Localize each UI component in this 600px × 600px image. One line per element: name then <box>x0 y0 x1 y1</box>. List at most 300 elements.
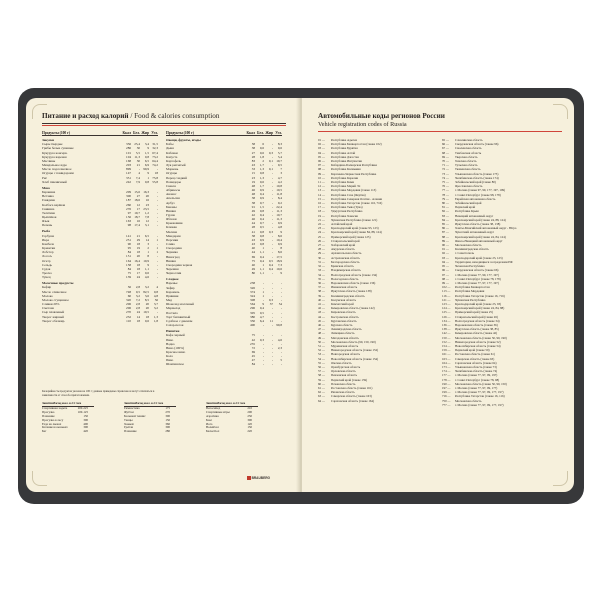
food-value: 4,6 <box>277 337 282 342</box>
section-heading: Овощи, фрукты, ягоды <box>166 138 201 143</box>
region-code: 08 — <box>318 167 325 172</box>
food-value: 305 <box>250 310 255 315</box>
food-value: - <box>271 306 273 311</box>
food-value: 0,8 <box>259 208 264 213</box>
food-value: - <box>271 310 273 315</box>
food-value: 10,4 <box>276 237 282 242</box>
food-value: - <box>262 298 264 303</box>
food-value: 10,7 <box>276 212 282 217</box>
region-code: 75 — <box>442 180 449 185</box>
food-name: Арбуз <box>166 200 175 205</box>
food-value: 43 <box>251 237 255 242</box>
food-name: Творог обезжир. <box>42 318 66 323</box>
food-value: 2,8 <box>135 306 140 311</box>
food-value: 356 <box>126 142 131 147</box>
food-value: 11 <box>269 318 273 323</box>
food-value: 45 <box>251 354 255 359</box>
food-value: - <box>280 306 282 311</box>
region-code: 12 — <box>318 184 325 189</box>
food-value: 5,4 <box>277 154 282 159</box>
food-name: Кукуруза консерв. <box>42 150 68 155</box>
region-name: Кабардино-Балкарская Республика <box>331 163 377 168</box>
food-value: - <box>280 285 282 290</box>
food-value: 3 <box>280 171 282 176</box>
food-value: - <box>271 192 273 197</box>
column-header <box>166 131 282 136</box>
food-value: 1,3 <box>153 314 158 319</box>
food-name: Сдобное с джемом <box>166 318 193 323</box>
food-value: 14 <box>145 237 149 242</box>
food-name: Свинина <box>42 206 55 211</box>
food-value: - <box>271 154 273 159</box>
region-name: г. Санкт-Петербург (также 78, 98) <box>455 377 500 382</box>
food-value: 324 <box>250 293 255 298</box>
region-name: г. Санкт-Петербург (также 78, 178) <box>455 276 501 281</box>
food-name: Икра <box>42 237 50 242</box>
region-name: Владимирская область <box>331 268 361 273</box>
food-value: 82,5 <box>143 289 149 294</box>
food-value: 16,4 <box>134 258 140 263</box>
region-code: 71 — <box>442 163 449 168</box>
food-value: 164 <box>126 258 131 263</box>
region-code: 59 — <box>318 377 325 382</box>
food-value: 209 <box>126 190 131 195</box>
food-value: 3,2 <box>153 306 158 311</box>
region-name: Орловская область <box>331 369 356 374</box>
activity-value: 300 <box>165 425 170 430</box>
food-value: - <box>271 188 273 193</box>
column-header-cell: Жир <box>265 131 273 135</box>
food-value: 1 <box>262 289 264 294</box>
food-value: 80 <box>251 271 255 276</box>
food-value: 95 <box>127 246 131 251</box>
food-value: - <box>271 179 273 184</box>
food-row <box>166 323 282 327</box>
food-name: Вишня <box>166 208 176 213</box>
region-name: Новгородская область <box>331 352 361 357</box>
region-code: 14 — <box>318 192 325 197</box>
food-value: 3,2 <box>144 285 149 290</box>
food-name: Кукуруза вареная <box>42 154 67 159</box>
region-name: г. Москва (также 77, 97, 99, 177, 197) <box>455 390 504 395</box>
food-name: Горбуша <box>42 233 55 238</box>
region-name: Иркутская область (также 38, 138) <box>455 222 501 227</box>
region-name: Республика Коми <box>331 180 354 185</box>
food-value: 235 <box>250 341 255 346</box>
region-name: Тверская область <box>455 154 478 159</box>
region-code: 30 — <box>318 255 325 260</box>
food-name: Водка <box>166 341 175 346</box>
food-value: 0,6 <box>259 179 264 184</box>
food-value: - <box>262 349 264 354</box>
activity-name: Йога <box>206 422 213 426</box>
region-name: Республика Татарстан (также 16, 116) <box>455 394 505 399</box>
food-value: 232 <box>126 314 131 319</box>
region-code: 49 — <box>318 335 325 340</box>
food-value: 0,6 <box>259 150 264 155</box>
food-value: 14 <box>136 314 140 319</box>
food-value: 374 <box>250 289 255 294</box>
region-code: 42 — <box>318 306 325 311</box>
region-name: г. Москва (также 77, 97, 177, 197) <box>455 280 499 285</box>
food-value: 17 <box>136 271 140 275</box>
food-value: 28 <box>251 154 255 159</box>
right-page <box>302 98 574 492</box>
region-name: Красноярский край (также 24, 84, 88) <box>455 306 505 311</box>
region-name: Республика Ингушетия <box>331 159 362 164</box>
food-value: 1 <box>262 262 264 267</box>
food-value: 1,3 <box>259 167 264 172</box>
food-value: 18 <box>145 314 149 319</box>
activity-header-cell: Расход ккал. за 1/2 часа <box>53 402 82 405</box>
region-code: 161 — <box>442 352 451 357</box>
activity-name: Спортивные игры <box>206 410 230 414</box>
food-value: 1 <box>156 237 158 242</box>
food-value: - <box>156 202 158 207</box>
food-value: 22,4 <box>276 204 282 209</box>
food-value: 7 <box>280 167 282 172</box>
food-name: Яблоки <box>166 217 177 222</box>
region-code: 43 — <box>318 310 325 315</box>
region-column-2 <box>442 138 545 407</box>
food-name: Рис <box>42 175 48 180</box>
region-code: 88 — <box>442 234 449 239</box>
food-value: - <box>138 167 140 172</box>
food-value: 110 <box>126 318 131 323</box>
food-value: 1,5 <box>144 150 149 155</box>
region-name: Территории, находящиеся за пределами РФ <box>455 259 513 264</box>
food-value: 2,8 <box>135 285 140 290</box>
food-value: 899 <box>126 167 131 172</box>
food-name: Свекла <box>166 183 176 188</box>
food-name: Масло подсолнечное <box>42 167 72 172</box>
food-value: - <box>271 333 273 338</box>
food-value: 38 <box>251 233 255 238</box>
food-value: 10,5 <box>276 188 282 193</box>
food-value: - <box>156 198 158 203</box>
region-code: 33 — <box>318 268 325 273</box>
region-name: г. Севастополь <box>455 251 475 256</box>
food-value: 27 <box>251 150 255 155</box>
region-name: Самарская область (также 163) <box>331 394 372 399</box>
food-value: 55,8 <box>152 179 158 184</box>
food-value: - <box>262 333 264 338</box>
brand-logo: BRAUBERG <box>247 476 270 480</box>
region-code: 61 — <box>318 385 325 390</box>
food-value: 23 <box>251 175 255 180</box>
food-value: 69 <box>251 349 255 354</box>
region-code: 102 — <box>442 285 451 290</box>
food-value: 99,8 <box>276 323 282 328</box>
activity-name: Гребля <box>124 426 133 430</box>
activity-value: 300 <box>247 417 252 422</box>
food-value: 41 <box>251 229 255 234</box>
region-name: г. Москва (также 77, 97, 99, 177) <box>455 385 498 390</box>
region-name: Чувашская Республика <box>455 297 486 302</box>
accent-rule <box>318 131 562 132</box>
food-value: - <box>280 289 282 294</box>
food-name: Ветчина <box>42 194 54 199</box>
region-code: 93 — <box>442 255 449 260</box>
region-code: 13 — <box>318 188 325 193</box>
section-heading: Закуски <box>42 138 55 143</box>
food-value: 30 <box>136 158 140 163</box>
food-value: 28 <box>251 225 255 230</box>
food-value: - <box>271 293 273 298</box>
region-name: Астраханская область <box>331 255 360 260</box>
food-name: Помидоры <box>166 179 182 184</box>
region-code: 113 — <box>442 289 451 294</box>
region-code: 134 — <box>442 318 451 323</box>
region-name: Республика Мордовия <box>455 289 485 294</box>
food-value: 9 <box>280 271 282 276</box>
activity-name: Баскетбол <box>206 430 220 434</box>
region-name: Республика Бурятия <box>331 146 358 151</box>
food-value: 23 <box>145 202 149 207</box>
food-name: Лук репчатый <box>166 163 186 168</box>
food-value: 67,4 <box>152 150 158 155</box>
food-value: - <box>280 310 282 315</box>
food-value: 4,8 <box>153 293 158 298</box>
food-name: Крыжовник <box>166 221 183 226</box>
food-value: 21 <box>136 163 140 168</box>
food-name: Картофель <box>166 158 182 163</box>
region-name: Республика Северная Осетия - Алания <box>331 196 382 201</box>
food-value: - <box>271 171 273 176</box>
food-value: 3,6 <box>144 293 149 298</box>
activity-value: 100-125 <box>77 409 88 414</box>
region-name: Красноярский край (также 24, 84, 124) <box>455 234 506 239</box>
food-value: 84 <box>127 266 131 271</box>
food-value: - <box>280 349 282 354</box>
food-value: 0,6 <box>144 318 149 323</box>
food-value: 242 <box>126 179 131 184</box>
food-name: Клюква <box>166 225 177 230</box>
food-value: 18,6 <box>134 198 140 203</box>
food-name: Черешня <box>166 267 179 271</box>
food-value: 286 <box>126 146 131 151</box>
activity-name: Танцы <box>124 418 133 422</box>
food-value: 10,8 <box>276 183 282 188</box>
food-value: 251 <box>126 237 131 242</box>
food-value: 19,7 <box>276 158 282 163</box>
food-value: 163 <box>126 219 131 224</box>
food-name: Перец сладкий <box>166 175 187 180</box>
food-value: 48 <box>251 183 255 188</box>
region-code: 197 — <box>442 385 451 390</box>
activity-value: 360 <box>165 421 170 426</box>
food-value: - <box>271 237 273 242</box>
food-value: 20 <box>145 306 149 311</box>
food-value: 27 <box>136 194 140 199</box>
food-value: 91 <box>251 204 255 209</box>
food-value: 7,2 <box>135 297 140 302</box>
region-code: 17 — <box>318 205 325 210</box>
region-code: 36 — <box>318 280 325 285</box>
activity-value: 210 <box>247 405 252 410</box>
activity-value: 220 <box>247 429 252 434</box>
food-value: - <box>271 289 273 294</box>
region-name: Еврейская автономная область <box>455 196 496 201</box>
food-value: 300 <box>126 194 131 199</box>
food-value: 31,5 <box>152 142 158 147</box>
corner-ornament <box>553 104 568 119</box>
food-value: - <box>271 250 273 255</box>
food-value: - <box>271 337 273 342</box>
food-value: 1,1 <box>259 250 264 255</box>
food-value: 83 <box>251 158 255 163</box>
food-value: - <box>271 233 273 238</box>
food-value: 15,6 <box>134 190 140 195</box>
food-value: 38 <box>251 146 255 151</box>
food-value: - <box>262 358 264 363</box>
food-value: 69 <box>251 254 255 259</box>
region-name: Воронежская область (также 136) <box>331 280 376 285</box>
region-name: Нижегородская область (также 152) <box>331 348 379 353</box>
food-value: 0,9 <box>259 237 264 242</box>
food-name: Пиво <box>166 358 174 363</box>
food-value: 42 <box>251 337 255 342</box>
food-name: Цыплёнок <box>42 214 57 219</box>
food-row <box>166 362 282 366</box>
food-value: 0,4 <box>259 254 264 259</box>
food-value: 18 <box>136 250 140 255</box>
food-value: - <box>280 281 282 286</box>
region-code: 22 — <box>318 222 325 227</box>
region-name: Карачаево-Черкесская Республика <box>331 171 377 176</box>
food-value: 33 <box>251 167 255 172</box>
food-value: 19,7 <box>134 210 140 215</box>
food-name: Судак <box>42 266 51 271</box>
food-value: 380 <box>250 314 255 319</box>
food-name: Колбаса варёная <box>42 202 66 207</box>
food-value: - <box>280 314 282 319</box>
food-value: - <box>271 285 273 290</box>
food-value: 151 <box>126 254 131 259</box>
food-name: Пиво <box>166 337 174 342</box>
region-name: Республика Дагестан <box>331 154 359 159</box>
region-code: 150 — <box>442 335 451 340</box>
food-value: 19 <box>136 246 140 251</box>
column-header-cell: Бел. <box>133 131 140 135</box>
food-value: 0,4 <box>259 217 264 222</box>
region-code: 99 — <box>442 280 449 285</box>
food-name: Сметана <box>42 306 54 311</box>
food-value: 0,6 <box>259 146 264 151</box>
food-value: 3,1 <box>144 223 149 228</box>
food-value: 9 <box>280 229 282 234</box>
region-code: 31 — <box>318 259 325 264</box>
food-value: 9,9 <box>277 221 282 226</box>
page-title: Питание и расход калорий / Food & calories consumption <box>42 112 220 120</box>
food-value: - <box>262 345 264 350</box>
food-name: Пряники <box>166 293 179 298</box>
food-value: - <box>280 354 282 359</box>
food-value: 0,5 <box>259 225 264 230</box>
food-value: 73,2 <box>152 154 158 159</box>
food-value: 43 <box>251 163 255 168</box>
column-header-cell: Бел. <box>257 131 264 135</box>
food-name: Огурцы с помидорами <box>42 171 74 176</box>
activity-value: 250 <box>247 413 252 418</box>
activity-value: 300 <box>83 417 88 422</box>
region-code: 73 — <box>442 171 449 176</box>
food-value: 4,8 <box>277 225 282 230</box>
activity-name: Бег <box>42 430 47 434</box>
food-value: 1,8 <box>153 318 158 323</box>
food-value: 0,4 <box>268 262 273 267</box>
food-value: 7,9 <box>135 179 140 184</box>
food-name: Хлеб пшеничный <box>42 179 67 184</box>
food-value: 9,9 <box>277 242 282 247</box>
food-value: 20 <box>145 302 149 307</box>
food-value: 0,3 <box>268 150 273 155</box>
activity-name: Спортивная ходьба <box>42 406 68 410</box>
region-name: Саратовская область (также 64) <box>455 360 497 365</box>
food-value: 4 <box>156 285 158 290</box>
region-name: Челябинская область (также 74) <box>455 369 498 374</box>
food-name: Дыня <box>166 146 174 151</box>
region-code: 16 — <box>318 201 325 206</box>
region-name: Брянская область <box>331 264 354 269</box>
food-value: 72 <box>251 345 255 350</box>
region-name: Томская область <box>455 159 477 164</box>
region-name: Красноярский край (также 24, 88, 124) <box>455 217 506 222</box>
region-code: 18 — <box>318 209 325 214</box>
activity-name: Хоккей <box>124 422 134 426</box>
food-name: Мандарин <box>166 233 181 238</box>
food-value: 1 <box>156 250 158 255</box>
region-name: Ямало-Ненецкий автономный округ <box>455 238 503 243</box>
region-name: Республика Хакасия <box>331 213 358 218</box>
accent-rule <box>42 125 286 126</box>
region-name: Волгоградская область (также 34) <box>455 318 500 323</box>
food-value: 1,1 <box>144 266 149 271</box>
region-code: 27 — <box>318 243 325 248</box>
region-code: 89 — <box>442 238 449 243</box>
region-name: Саратовская область (также 164) <box>331 398 375 403</box>
food-value: 60 <box>127 293 131 298</box>
food-value: 0,4 <box>259 258 264 263</box>
region-code: 15 — <box>318 196 325 201</box>
column-header-cell: Угл. <box>151 131 158 135</box>
food-value: 2,8 <box>135 302 140 307</box>
food-value: 44 <box>251 250 255 255</box>
food-name: Сельдь <box>42 262 53 267</box>
food-value: 42 <box>251 212 255 217</box>
food-value: 75 <box>251 258 255 263</box>
activity-header-cell: Занятия <box>206 401 218 405</box>
food-name: Сливки 20% <box>42 302 60 307</box>
region-code: 164 — <box>442 360 451 365</box>
region-code: 96 — <box>442 268 449 273</box>
region-code: 39 — <box>318 293 325 298</box>
region-code: 23 — <box>318 226 325 231</box>
food-name: Варенье <box>166 281 178 286</box>
region-name: Ульяновская область (также 173) <box>455 171 499 176</box>
region-code: 41 — <box>318 301 325 306</box>
food-name: Смородина <box>166 246 182 251</box>
region-name: Краснодарский край (также 23, 93) <box>455 301 502 306</box>
region-code: 91 — <box>442 247 449 252</box>
region-code: 11 — <box>318 180 325 185</box>
food-value: 8 <box>147 254 149 259</box>
region-code: 83 — <box>442 213 449 218</box>
food-value: 10,9 <box>143 258 149 263</box>
region-code: 199 — <box>442 390 451 395</box>
food-name: Творог жирный <box>42 314 64 319</box>
section-heading: Сладкое <box>166 277 179 282</box>
